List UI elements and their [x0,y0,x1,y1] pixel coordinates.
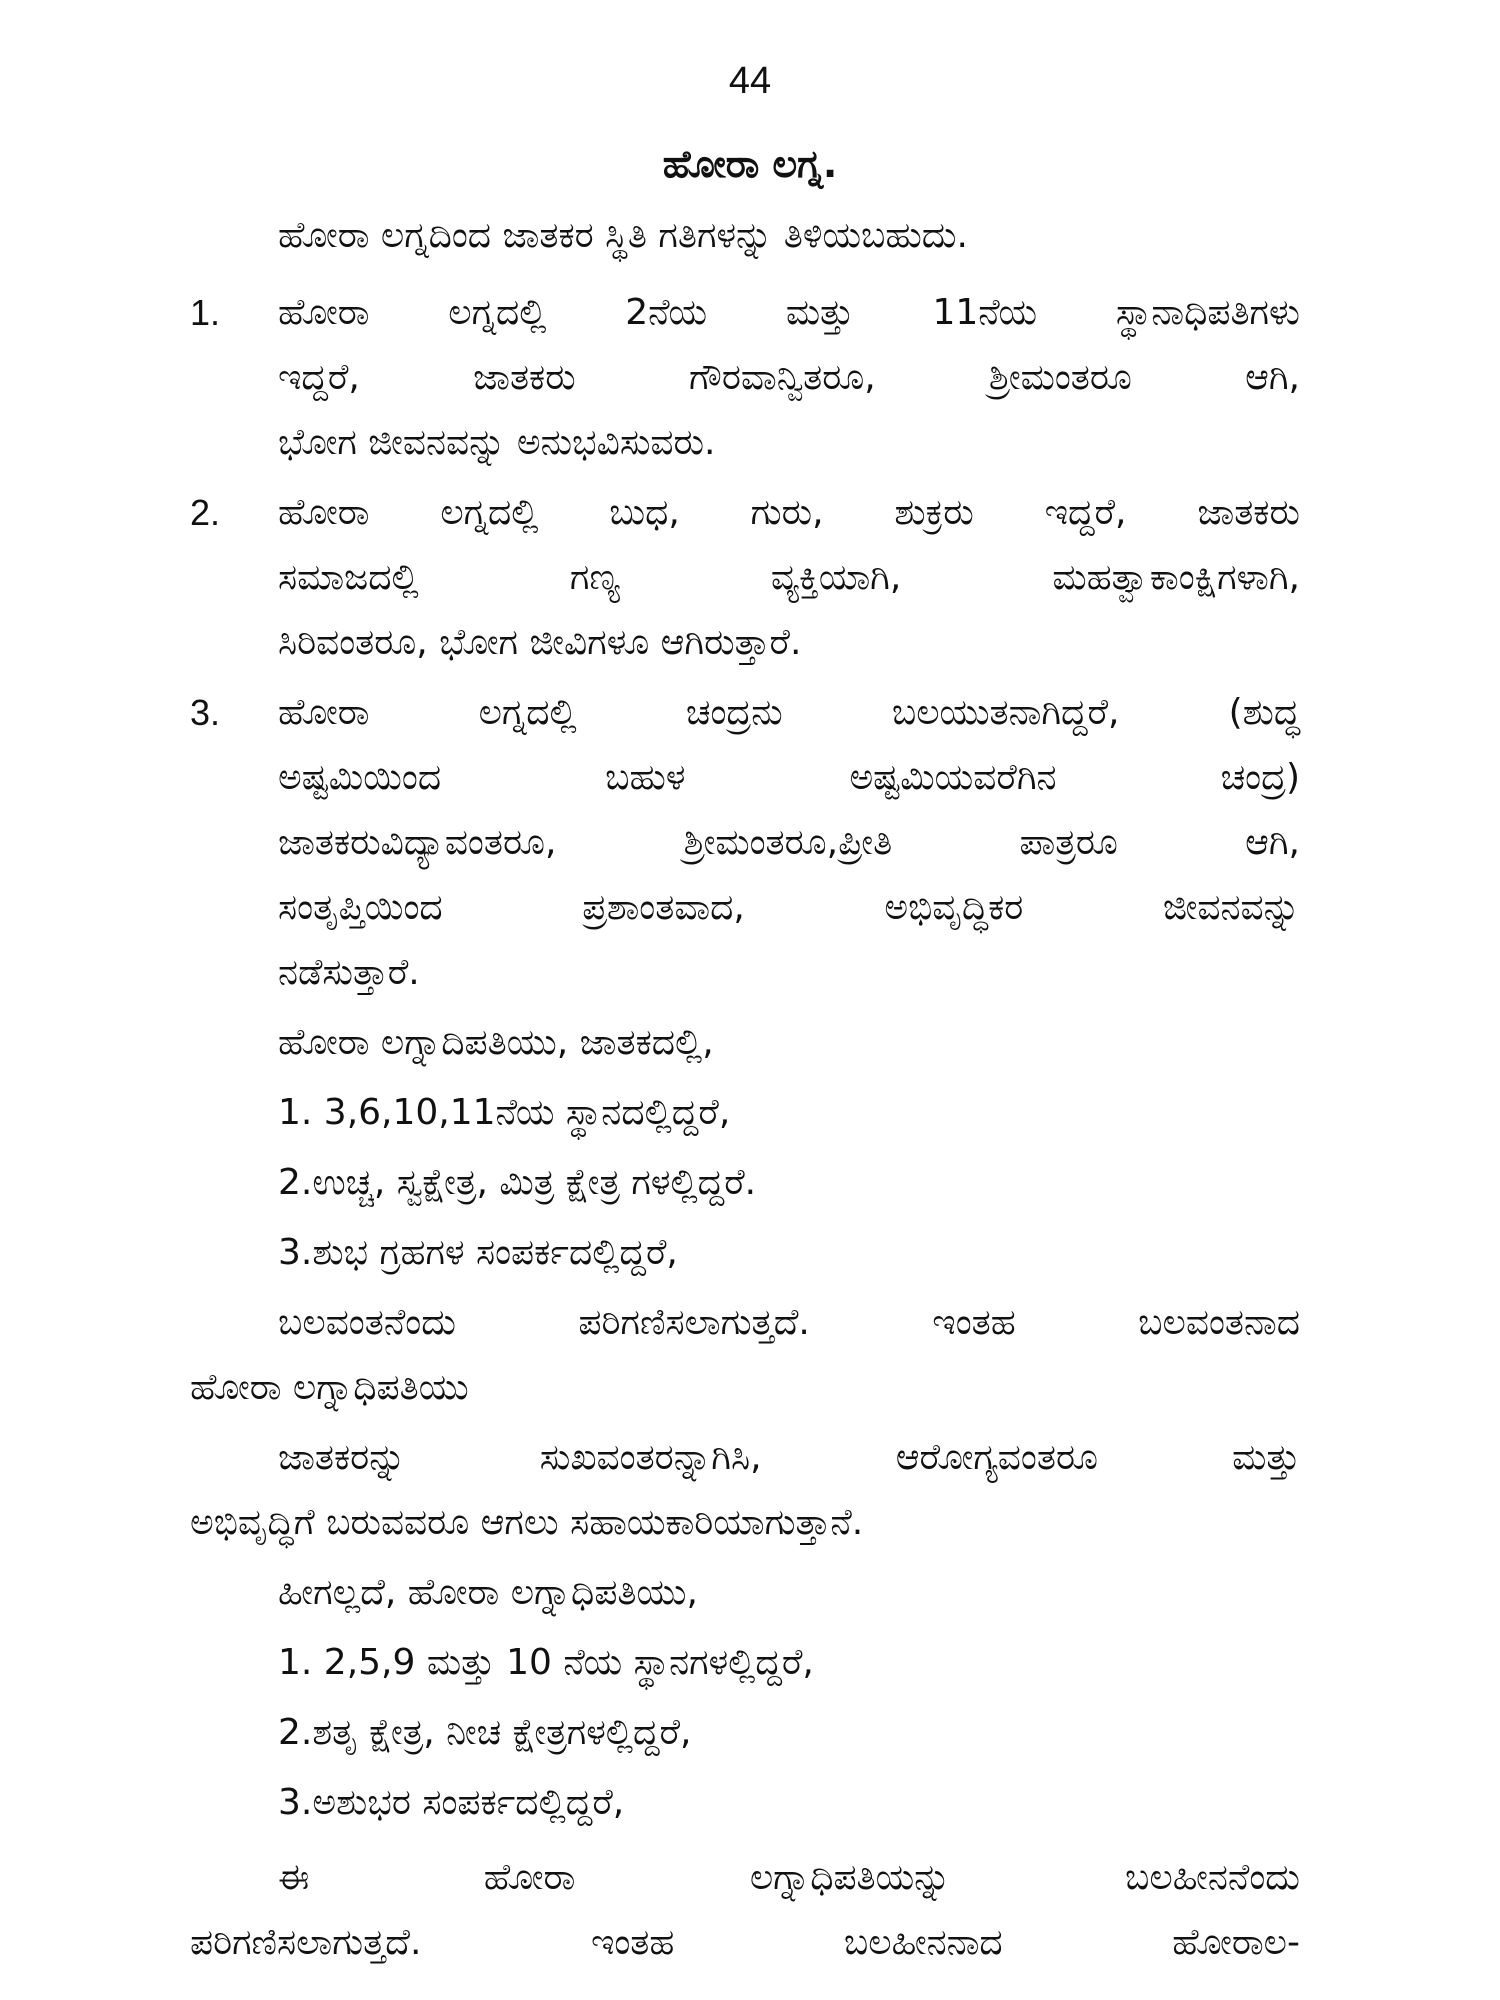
item-1-line-3: ಭೋಗ ಜೀವನವನ್ನು ಅನುಭವಿಸುವರು. [278,422,716,463]
item-1-line-1: ಹೋರಾ ಲಗ್ನದಲ್ಲಿ 2ನೆಯ ಮತ್ತು 11ನೆಯ ಸ್ಥಾನಾಧಿಪತಿಗಳು [278,292,1300,333]
item-3-line-2: ಅಷ್ಟಮಿಯಿಂದ ಬಹುಳ ಅಷ್ಟಮಿಯವರೆಗಿನ ಚಂದ್ರ) [278,757,1300,798]
strong-condition-1: 1. 3,6,10,11ನೆಯ ಸ್ಥಾನದಲ್ಲಿದ್ದರೆ, [278,1092,731,1133]
item-1-number: 1. [190,292,221,333]
weak-para-line-1: ಈ ಹೋರಾ ಲಗ್ನಾಧಿಪತಿಯನ್ನು ಬಲಹೀನನೆಂದು [278,1857,1300,1898]
item-2-number: 2. [190,492,221,533]
item-2-line-1: ಹೋರಾ ಲಗ್ನದಲ್ಲಿ ಬುಧ, ಗುರು, ಶುಕ್ರರು ಇದ್ದರೆ, ಜಾತಕರು [278,492,1300,533]
strong-result-line-2: ಅಭಿವೃದ್ಧಿಗೆ ಬರುವವರೂ ಆಗಲು ಸಹಾಯಕಾರಿಯಾಗುತ್ತಾನೆ. [190,1502,864,1543]
item-2-line-2: ಸಮಾಜದಲ್ಲಿ ಗಣ್ಯ ವ್ಯಕ್ತಿಯಾಗಿ, ಮಹತ್ವಾಕಾಂಕ್ಷಿಗಳಾಗಿ, [278,557,1300,598]
weak-condition-1: 1. 2,5,9 ಮತ್ತು 10 ನೆಯ ಸ್ಥಾನಗಳಲ್ಲಿದ್ದರೆ, [278,1642,814,1683]
weak-para-line-2: ಪರಿಗಣಿಸಲಾಗುತ್ತದೆ. ಇಂತಹ ಬಲಹೀನನಾದ ಹೋರಾಲ- [190,1922,1300,1963]
page-number: 44 [728,60,772,102]
otherwise-intro: ಹೀಗಲ್ಲದೆ, ಹೋರಾ ಲಗ್ನಾಧಿಪತಿಯು, [278,1572,698,1613]
strong-para-line-2: ಹೋರಾ ಲಗ್ನಾಧಿಪತಿಯು [190,1367,469,1408]
item-3-number: 3. [190,692,221,733]
item-1-line-2: ಇದ್ದರೆ, ಜಾತಕರು ಗೌರವಾನ್ವಿತರೂ, ಶ್ರೀಮಂತರೂ ಆಗಿ, [278,357,1300,398]
item-3-line-4: ಸಂತೃಪ್ತಿಯಿಂದ ಪ್ರಶಾಂತವಾದ, ಅಭಿವೃದ್ಧಿಕರ ಜೀವನವನ್ನು [278,887,1300,928]
item-3-line-1: ಹೋರಾ ಲಗ್ನದಲ್ಲಿ ಚಂದ್ರನು ಬಲಯುತನಾಗಿದ್ದರೆ, (ಶುದ್ಧ [278,692,1300,733]
page-title: ಹೋರಾ ಲಗ್ನ. [662,142,838,186]
weak-condition-3: 3.ಅಶುಭರ ಸಂಪರ್ಕದಲ್ಲಿದ್ದರೆ, [278,1782,625,1823]
item-3-line-5: ನಡೆಸುತ್ತಾರೆ. [278,952,420,993]
weak-condition-2: 2.ಶತೃ ಕ್ಷೇತ್ರ, ನೀಚ ಕ್ಷೇತ್ರಗಳಲ್ಲಿದ್ದರೆ, [278,1712,692,1753]
strong-condition-3: 3.ಶುಭ ಗ್ರಹಗಳ ಸಂಪರ್ಕದಲ್ಲಿದ್ದರೆ, [278,1232,678,1273]
lord-intro: ಹೋರಾ ಲಗ್ನಾದಿಪತಿಯು, ಜಾತಕದಲ್ಲಿ, [278,1022,714,1063]
item-3-line-3: ಜಾತಕರುವಿದ್ಯಾವಂತರೂ, ಶ್ರೀಮಂತರೂ,ಪ್ರೀತಿ ಪಾತ್ರರೂ ಆಗಿ, [278,822,1300,863]
strong-result-line-1: ಜಾತಕರನ್ನು ಸುಖವಂತರನ್ನಾಗಿಸಿ, ಆರೋಗ್ಯವಂತರೂ ಮತ್ತು [278,1437,1300,1478]
strong-condition-2: 2.ಉಚ್ಚ, ಸ್ವಕ್ಷೇತ್ರ, ಮಿತ್ರ ಕ್ಷೇತ್ರ ಗಳಲ್ಲಿದ್ದರೆ. [278,1162,757,1203]
item-2-line-3: ಸಿರಿವಂತರೂ, ಭೋಗ ಜೀವಿಗಳೂ ಆಗಿರುತ್ತಾರೆ. [278,622,802,663]
intro-line: ಹೋರಾ ಲಗ್ನದಿಂದ ಜಾತಕರ ಸ್ಥಿತಿ ಗತಿಗಳನ್ನು ತಿಳಿಯಬಹುದು. [278,215,968,256]
strong-para-line-1: ಬಲವಂತನೆಂದು ಪರಿಗಣಿಸಲಾಗುತ್ತದೆ. ಇಂತಹ ಬಲವಂತನಾದ [278,1302,1300,1343]
